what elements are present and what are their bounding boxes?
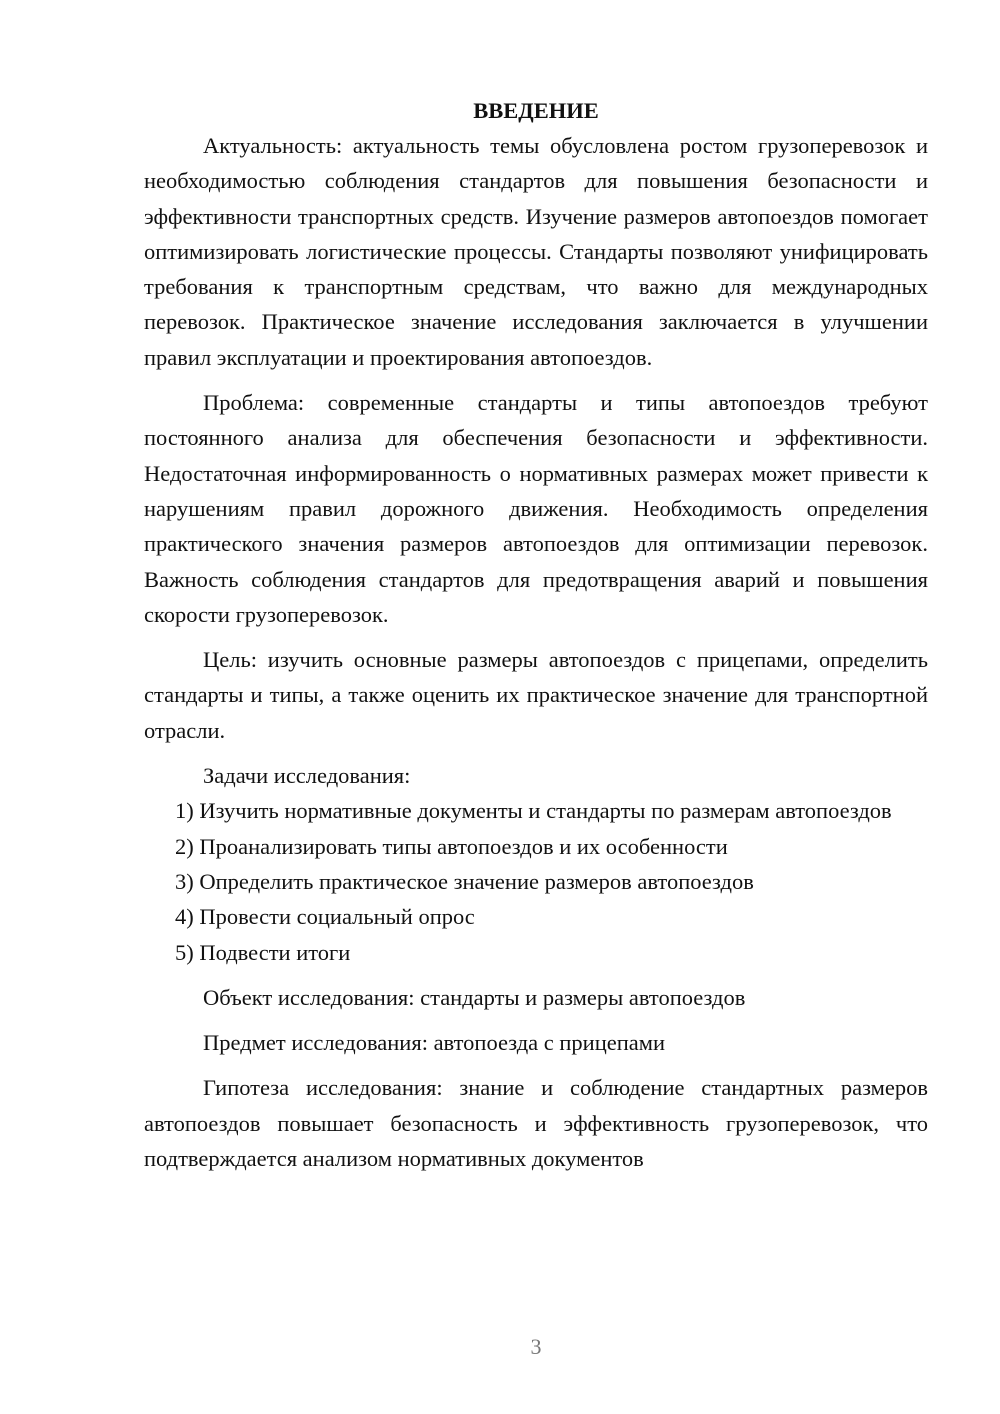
section-title: ВВЕДЕНИЕ: [473, 98, 599, 123]
page-content: [144, 93, 928, 1176]
paragraph-problem: Проблема: современные стандарты и типы автопоездов требуют постоянного анализа для обеспечения безопасности и эффективности. Недостаточная информированность о нормативных размерах может привести к нарушениям правил дорожного движения. Необходимость определения практического значения размеров автопоездов для оптимизации перевозок. Важность соблюдения стандартов для предотвращения аварий и повышения скорости грузоперевозок.: [144, 390, 928, 627]
paragraph-subject: Предмет исследования: автопоезда с прицепами: [203, 1030, 666, 1056]
task-item-3: 3) Определить практическое значение размеров автопоездов: [175, 868, 754, 894]
task-item-2: 2) Проанализировать типы автопоездов и их особенности: [175, 833, 728, 859]
paragraph-object: Объект исследования: стандарты и размеры автопоездов: [203, 984, 746, 1010]
task-item-5: 5) Подвести итоги: [175, 939, 351, 965]
tasks-heading: Задачи исследования:: [203, 763, 411, 789]
paragraph-hypothesis: Гипотеза исследования: знание и соблюдение стандартных размеров автопоездов повышает безопасность и эффективность грузоперевозок, что подтверждается анализом нормативных документов: [144, 1075, 928, 1172]
paragraph-goal: Цель: изучить основные размеры автопоездов с прицепами, определить стандарты и типы, а также оценить их практическое значение для транспортной отрасли.: [144, 647, 928, 743]
page-number: 3: [530, 1334, 542, 1359]
task-item-4: 4) Провести социальный опрос: [175, 904, 475, 930]
task-item-1: 1) Изучить нормативные документы и стандарты по размерам автопоездов: [175, 798, 892, 824]
paragraph-relevance: Актуальность: актуальность темы обусловлена ростом грузоперевозок и необходимостью соблюдения стандартов для повышения безопасности и эффективности транспортных средств. Изучение размеров автопоездов помогает оптимизировать логистические процессы. Стандарты позволяют унифицировать требования к транспортным средствам, что важно для международных перевозок. Практическое значение исследования заключается в улучшении правил эксплуатации и проектирования автопоездов.: [144, 133, 928, 370]
